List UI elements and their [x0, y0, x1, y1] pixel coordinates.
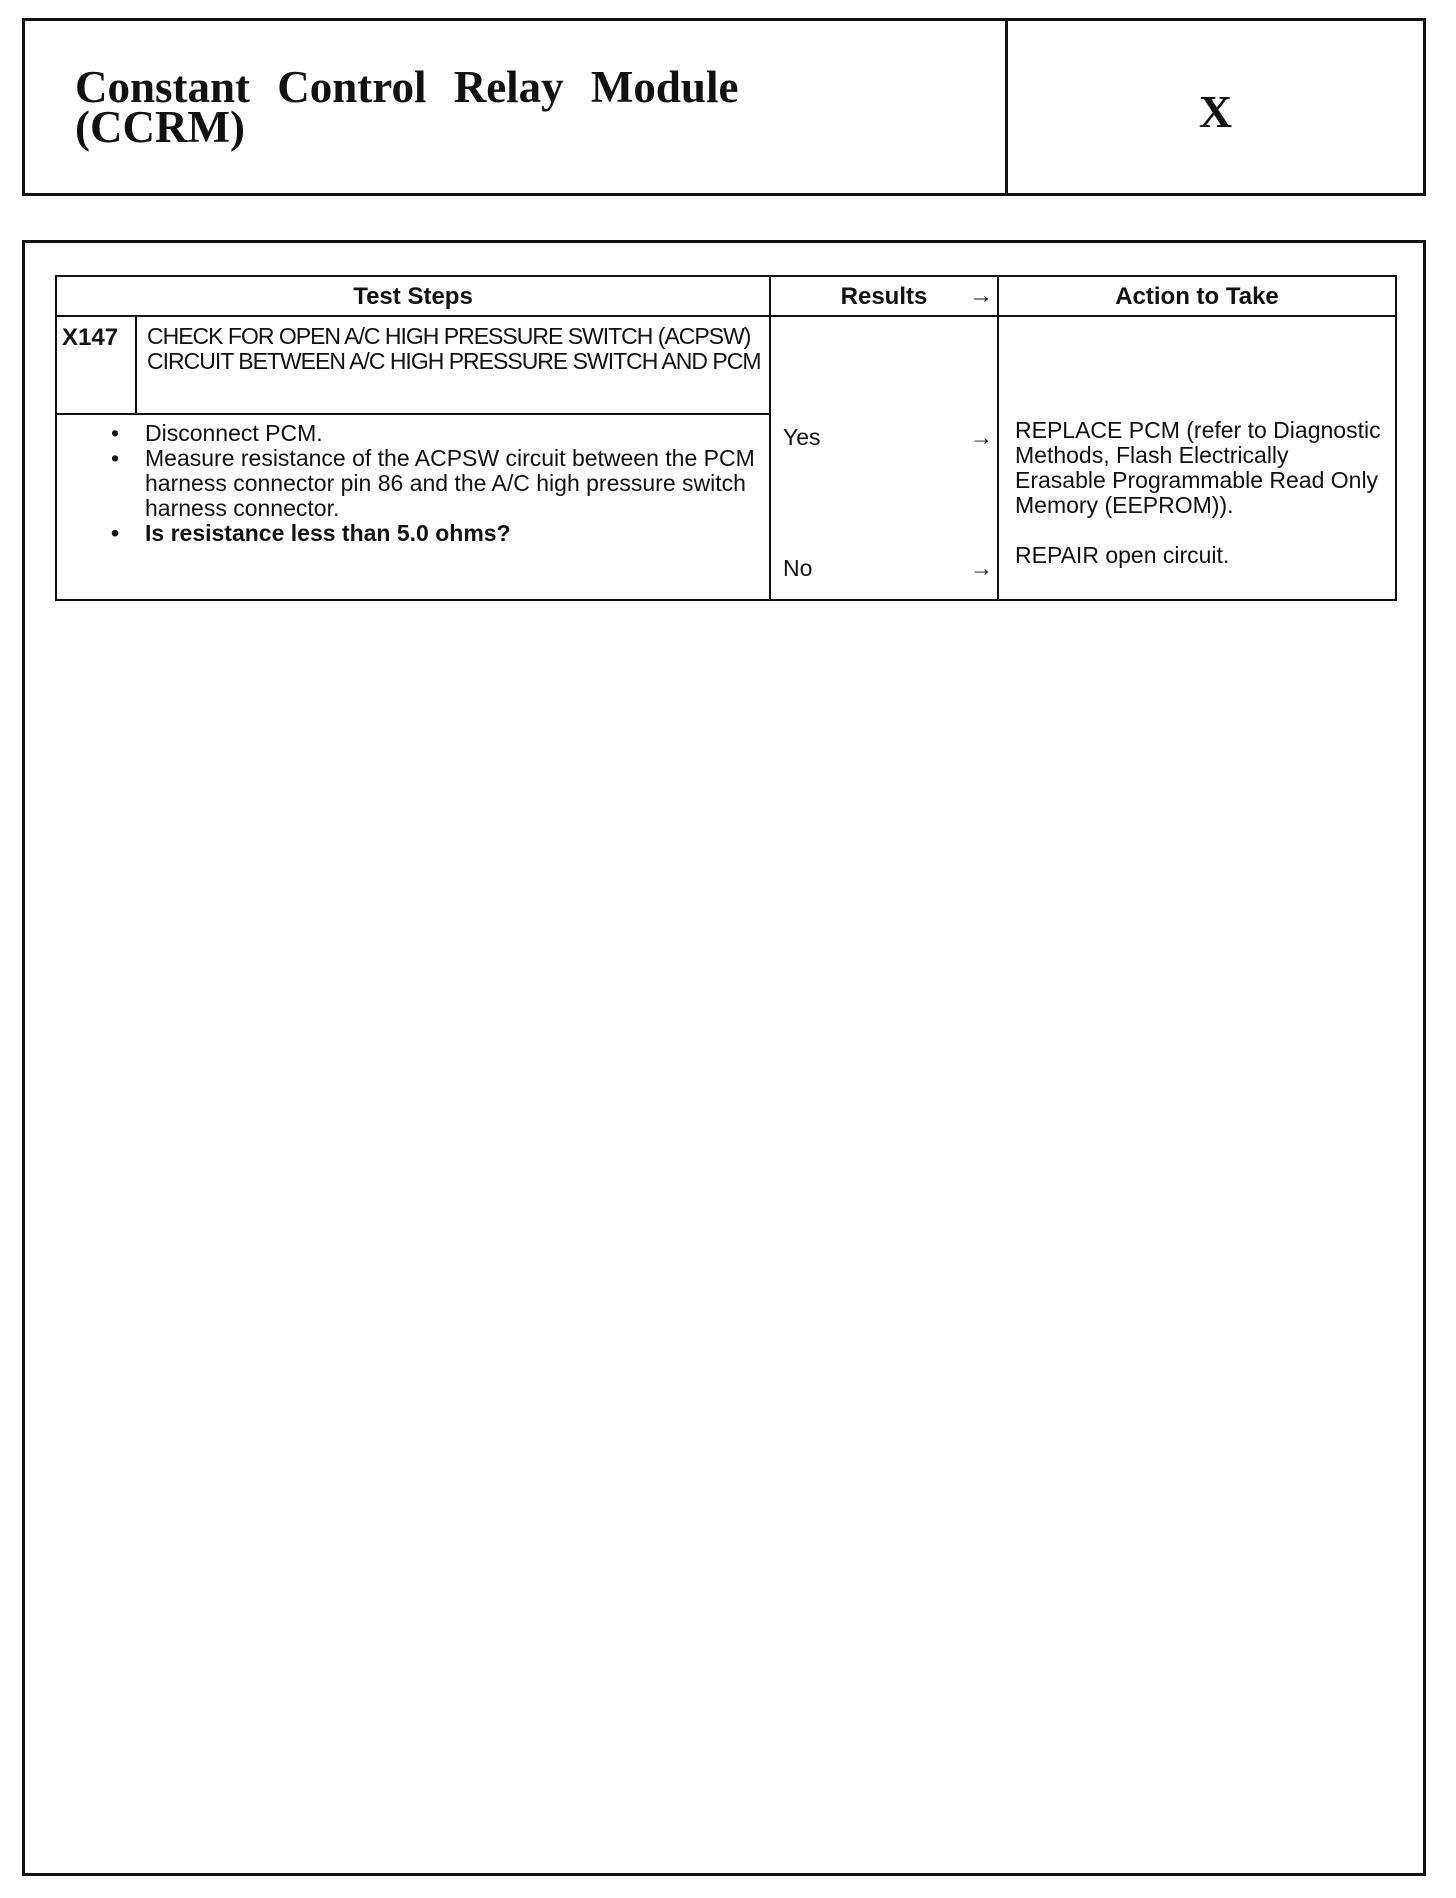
result-no-arrow-icon: → [970, 555, 993, 581]
page-title [25, 21, 1008, 193]
table-header-row [56, 276, 1396, 316]
result-yes [783, 425, 997, 451]
action-cell [998, 316, 1396, 600]
page-title-line2: (CCRM) [75, 102, 245, 152]
step-instructions [56, 414, 770, 600]
instruction-list [145, 421, 761, 546]
results-cell [770, 316, 998, 600]
header-results [770, 276, 998, 316]
page-header [22, 18, 1426, 196]
section-code: X [1198, 85, 1233, 137]
instruction-question: • Is resistance less than 5.0 ohms? [145, 521, 761, 546]
action-no: REPAIR open circuit. [1015, 542, 1230, 568]
instruction-item: • Measure resistance of the ACPSW circuit between the PCM harness connector pin 86 and the A/C high pressure switch harness connector. [145, 446, 761, 521]
step-id: X147 [56, 316, 136, 414]
header-test-steps: Test Steps [56, 276, 770, 316]
instruction-item: • Disconnect PCM. [145, 421, 761, 446]
table-row [56, 316, 1396, 414]
result-yes-label: Yes [783, 424, 821, 450]
header-arrow-icon: → [969, 282, 993, 309]
header-action: Action to Take [998, 276, 1396, 316]
page-title-line1: Constant Control Relay Module [75, 62, 739, 112]
result-no [783, 556, 997, 582]
test-steps-table [55, 275, 1397, 601]
header-results-label: Results [840, 282, 928, 310]
action-yes: REPLACE PCM (refer to Diagnostic Methods, Flash Electrically Erasable Programmable Read Only Memory (EEPROM)). [1015, 417, 1381, 518]
step-title: CHECK FOR OPEN A/C HIGH PRESSURE SWITCH (ACPSW) CIRCUIT BETWEEN A/C HIGH PRESSURE SWITCH AND PCM [136, 316, 770, 414]
result-no-label: No [783, 555, 813, 581]
result-yes-arrow-icon: → [970, 424, 993, 450]
